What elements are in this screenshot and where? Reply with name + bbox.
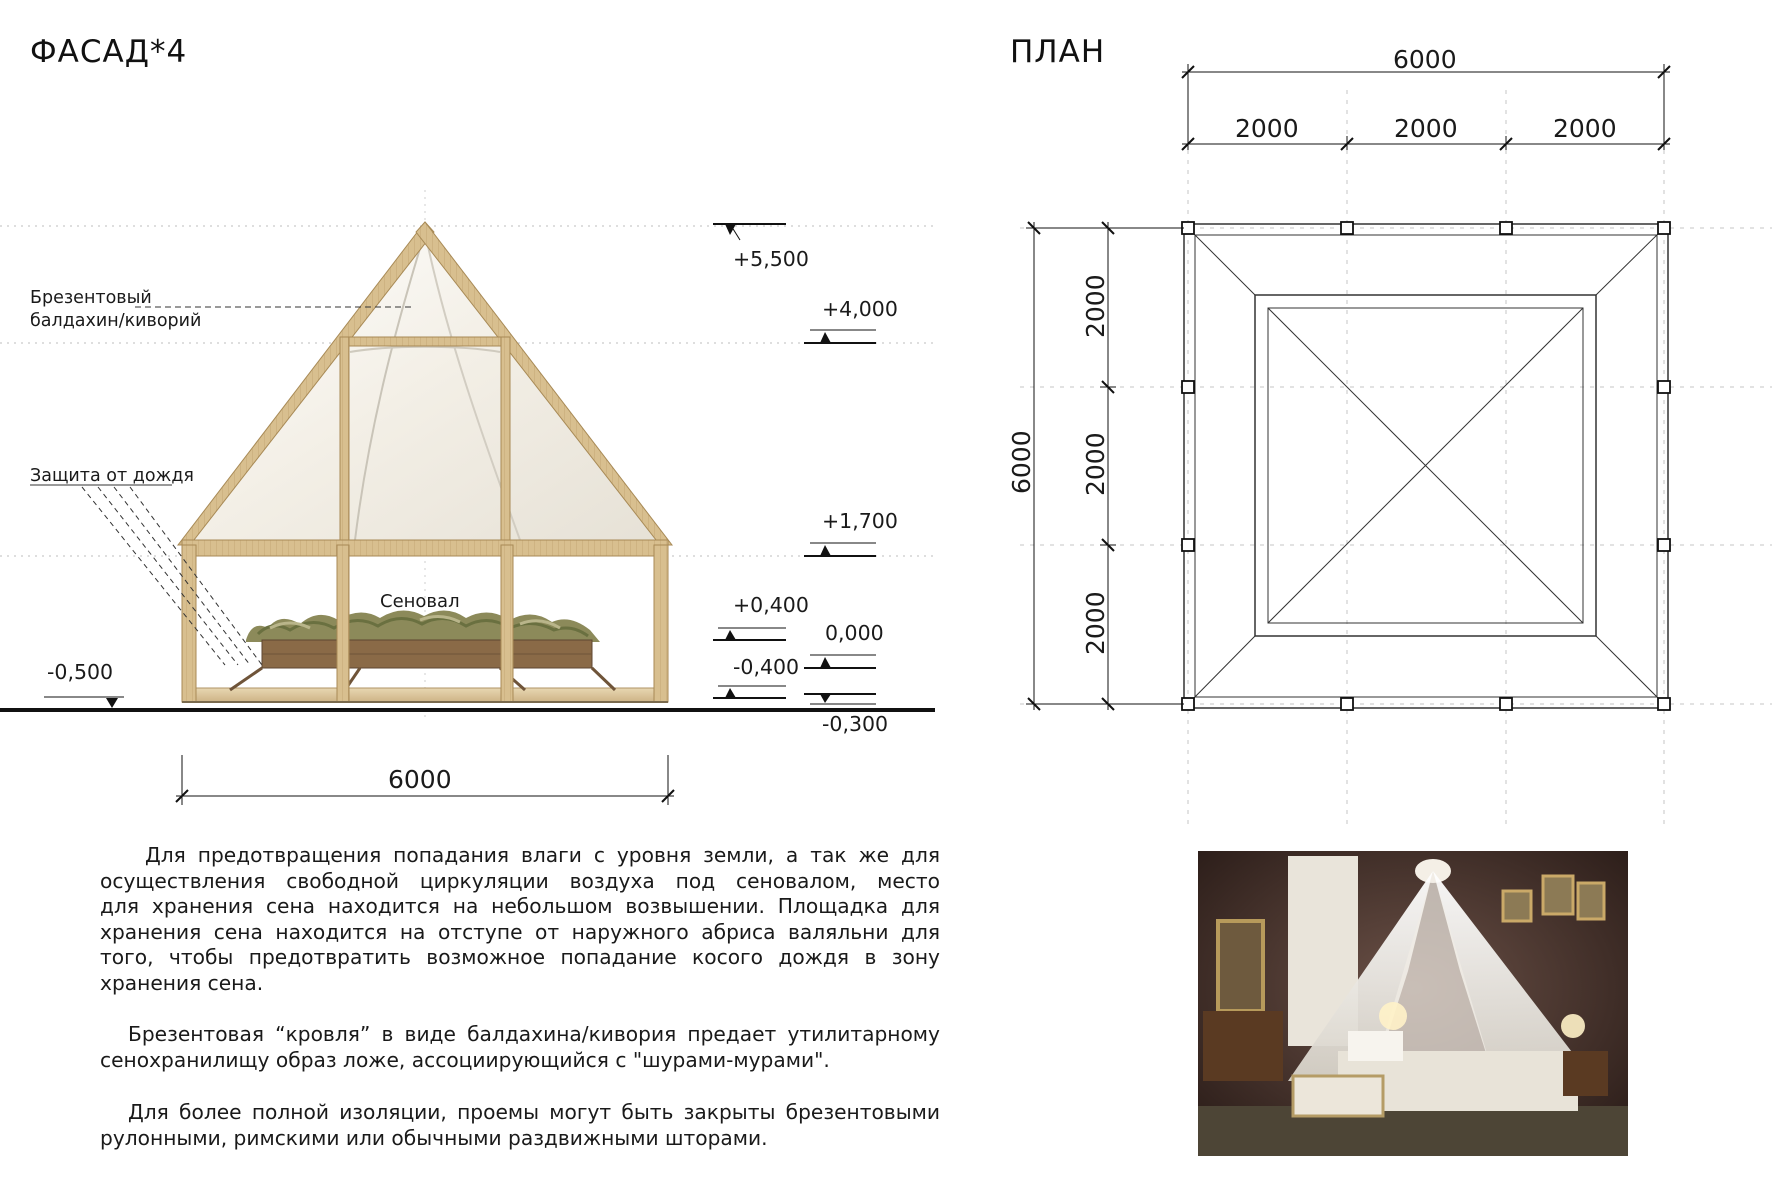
- rain-label: Защита от дождя: [30, 466, 194, 486]
- post: [501, 545, 513, 702]
- plan-overall-dimension: 6000: [1393, 45, 1457, 74]
- plan-hips: [1188, 228, 1664, 704]
- plan-bay-dimension-side: 2000: [1081, 432, 1110, 496]
- svg-text:-0,500: -0,500: [47, 660, 114, 684]
- canopy-label-line2: балдахин/киворий: [30, 311, 202, 331]
- upper-post-left: [340, 337, 349, 545]
- paragraph-line: Для предотвращения попадания влаги с уровня земли, а так же для: [145, 843, 940, 867]
- hay-pile: [246, 610, 600, 642]
- paragraph-line: того, чтобы предотвратить возможное попадание косого дождя в зону: [100, 945, 940, 969]
- paragraph-line: осуществления свободной циркуляции воздуха под сеновалом, место: [100, 868, 940, 893]
- plan-bay-dimension: 2000: [1394, 114, 1458, 143]
- paragraph-line: хранения сена.: [100, 970, 264, 995]
- svg-text:+1,700: +1,700: [822, 509, 898, 533]
- level-marker: [804, 694, 888, 736]
- facade-title: ФАСАД*4: [30, 34, 188, 70]
- facade-drawing: [0, 190, 935, 805]
- plan-bay-dimension-side: 2000: [1081, 591, 1110, 655]
- svg-text:+5,500: +5,500: [733, 247, 809, 271]
- post: [182, 545, 196, 702]
- post: [337, 545, 349, 702]
- level-marker: [713, 224, 809, 271]
- level-marker: [44, 660, 124, 708]
- canopy-label-line1: Брезентовый: [30, 288, 152, 308]
- reference-photo: [1198, 851, 1628, 1156]
- plan-bay-dimension: 2000: [1553, 114, 1617, 143]
- level-marker: [713, 655, 799, 698]
- floor-deck: [182, 688, 668, 702]
- level-marker: [804, 297, 898, 343]
- facade-dimension-value: 6000: [388, 765, 452, 794]
- paragraph-line: рулонными, римскими или обычными раздвижными шторами.: [100, 1125, 768, 1150]
- description-paragraph: [100, 1022, 940, 1073]
- paragraph-line: Брезентовая “кровля” в виде балдахина/кивория предает утилитарному: [128, 1022, 940, 1046]
- svg-text:0,000: 0,000: [825, 621, 884, 645]
- level-marker: [804, 621, 884, 668]
- paragraph-line: для хранения сена находится на небольшом возвышении. Площадка для: [100, 894, 940, 918]
- paragraph-line: сенохранилищу образ ложе, ассоциирующийся с "шурами-мурами".: [100, 1047, 830, 1072]
- level-marker: [713, 593, 809, 640]
- svg-text:+4,000: +4,000: [822, 297, 898, 321]
- plan-grid-lines: [1020, 90, 1772, 830]
- paragraph-line: хранения сена находится на отступе от наружного абриса валяльни для: [100, 919, 940, 944]
- canvas-canopy: [182, 228, 668, 540]
- plan-bay-dimension-side: 2000: [1081, 274, 1110, 338]
- svg-text:-0,300: -0,300: [822, 712, 889, 736]
- upper-beam: [340, 337, 510, 346]
- plan-drawing: [1007, 45, 1772, 830]
- bedroom-canopy-image: [1198, 851, 1628, 1156]
- description-paragraph: [100, 1100, 940, 1151]
- hayloft-label: Сеновал: [380, 591, 460, 612]
- description-paragraph: [100, 843, 940, 996]
- plan-overall-dimension-side: 6000: [1007, 430, 1036, 494]
- post: [654, 545, 668, 702]
- level-marker: [804, 509, 898, 556]
- floor-brace: [592, 668, 615, 690]
- paragraph-line: Для более полной изоляции, проемы могут быть закрыты брезентовыми: [128, 1100, 940, 1124]
- svg-text:+0,400: +0,400: [733, 593, 809, 617]
- floor-brace: [230, 668, 262, 690]
- upper-post-right: [501, 337, 510, 545]
- main-beam: [182, 540, 668, 556]
- plan-bay-dimension: 2000: [1235, 114, 1299, 143]
- plan-title: ПЛАН: [1010, 34, 1106, 70]
- svg-text:-0,400: -0,400: [733, 655, 800, 679]
